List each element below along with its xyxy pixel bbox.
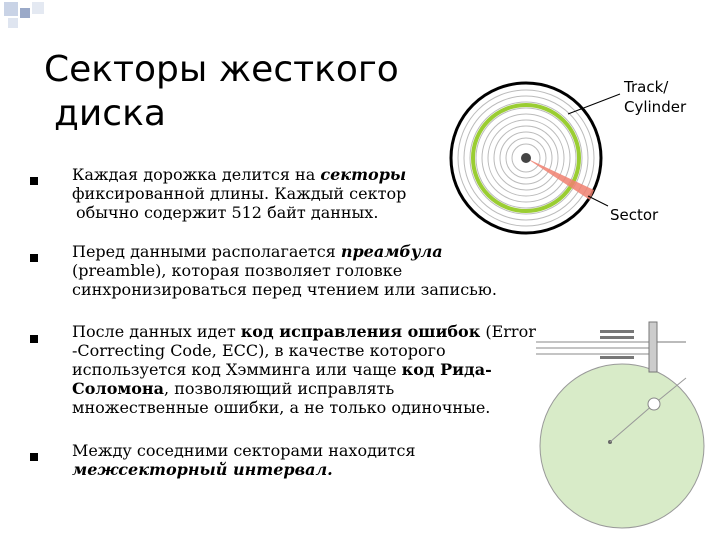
bullet-3-line-5: множественные ошибки, а не только одиночные. [72,398,491,417]
bullet-3-line-2: -Correcting Code, ECC), в качестве которого [72,341,446,360]
head-pivot [648,398,660,410]
term-preamble: преамбула [340,242,443,261]
bullet-marker [30,254,38,262]
bullet-3-line-3a: используется код Хэмминга или чаще [72,360,402,379]
sector-label: Sector [610,206,659,224]
bullet-1-line-2: фиксированной длины. Каждый сектор [72,184,407,203]
term-ecc: код исправления ошибок [240,322,481,341]
bullet-4-text [72,441,416,479]
disk-tracks-diagram [448,72,708,242]
bullet-3-line-4b: , позволяющий исправлять [164,379,395,398]
track-label-line-2: Cylinder [624,98,687,116]
bullet-3-line-1c: (Error [480,322,536,341]
bullet-2-line-2: (preamble), которая позволяет головке [72,261,403,280]
slide-title [44,48,399,136]
bullet-2-line-3: синхронизироваться перед чтением или записью. [72,280,497,299]
bullet-4-period: . [327,460,333,479]
bullet-1-line-1a: Каждая дорожка делится на [72,165,321,184]
term-sectors: секторы [320,165,407,184]
bullet-3-line-1a: После данных идет [72,322,241,341]
corner-decoration [0,0,60,40]
title-line-2: диска [54,93,166,134]
bullet-1-text [72,165,406,222]
term-intersector-gap: межсекторный интервал [72,460,328,479]
bullet-2-line-1a: Перед данными располагается [72,242,341,261]
term-reed-solomon-a: код Рида- [401,360,492,379]
bullet-marker [30,177,38,185]
track-label-line-1: Track/ [624,78,669,96]
title-line-1: Секторы жесткого [44,49,399,90]
bullet-4-line-1: Между соседними секторами находится [72,441,416,460]
sector-pointer-line [588,196,608,206]
bullet-marker [30,335,38,343]
bullet-3-text [72,322,536,417]
disk-platter [540,364,704,528]
term-reed-solomon-b: Соломона [72,379,165,398]
disk-head-diagram [536,316,720,530]
bullet-2-text [72,242,497,299]
bullet-1-line-3: обычно содержит 512 байт данных. [76,203,379,222]
bullet-marker [30,453,38,461]
